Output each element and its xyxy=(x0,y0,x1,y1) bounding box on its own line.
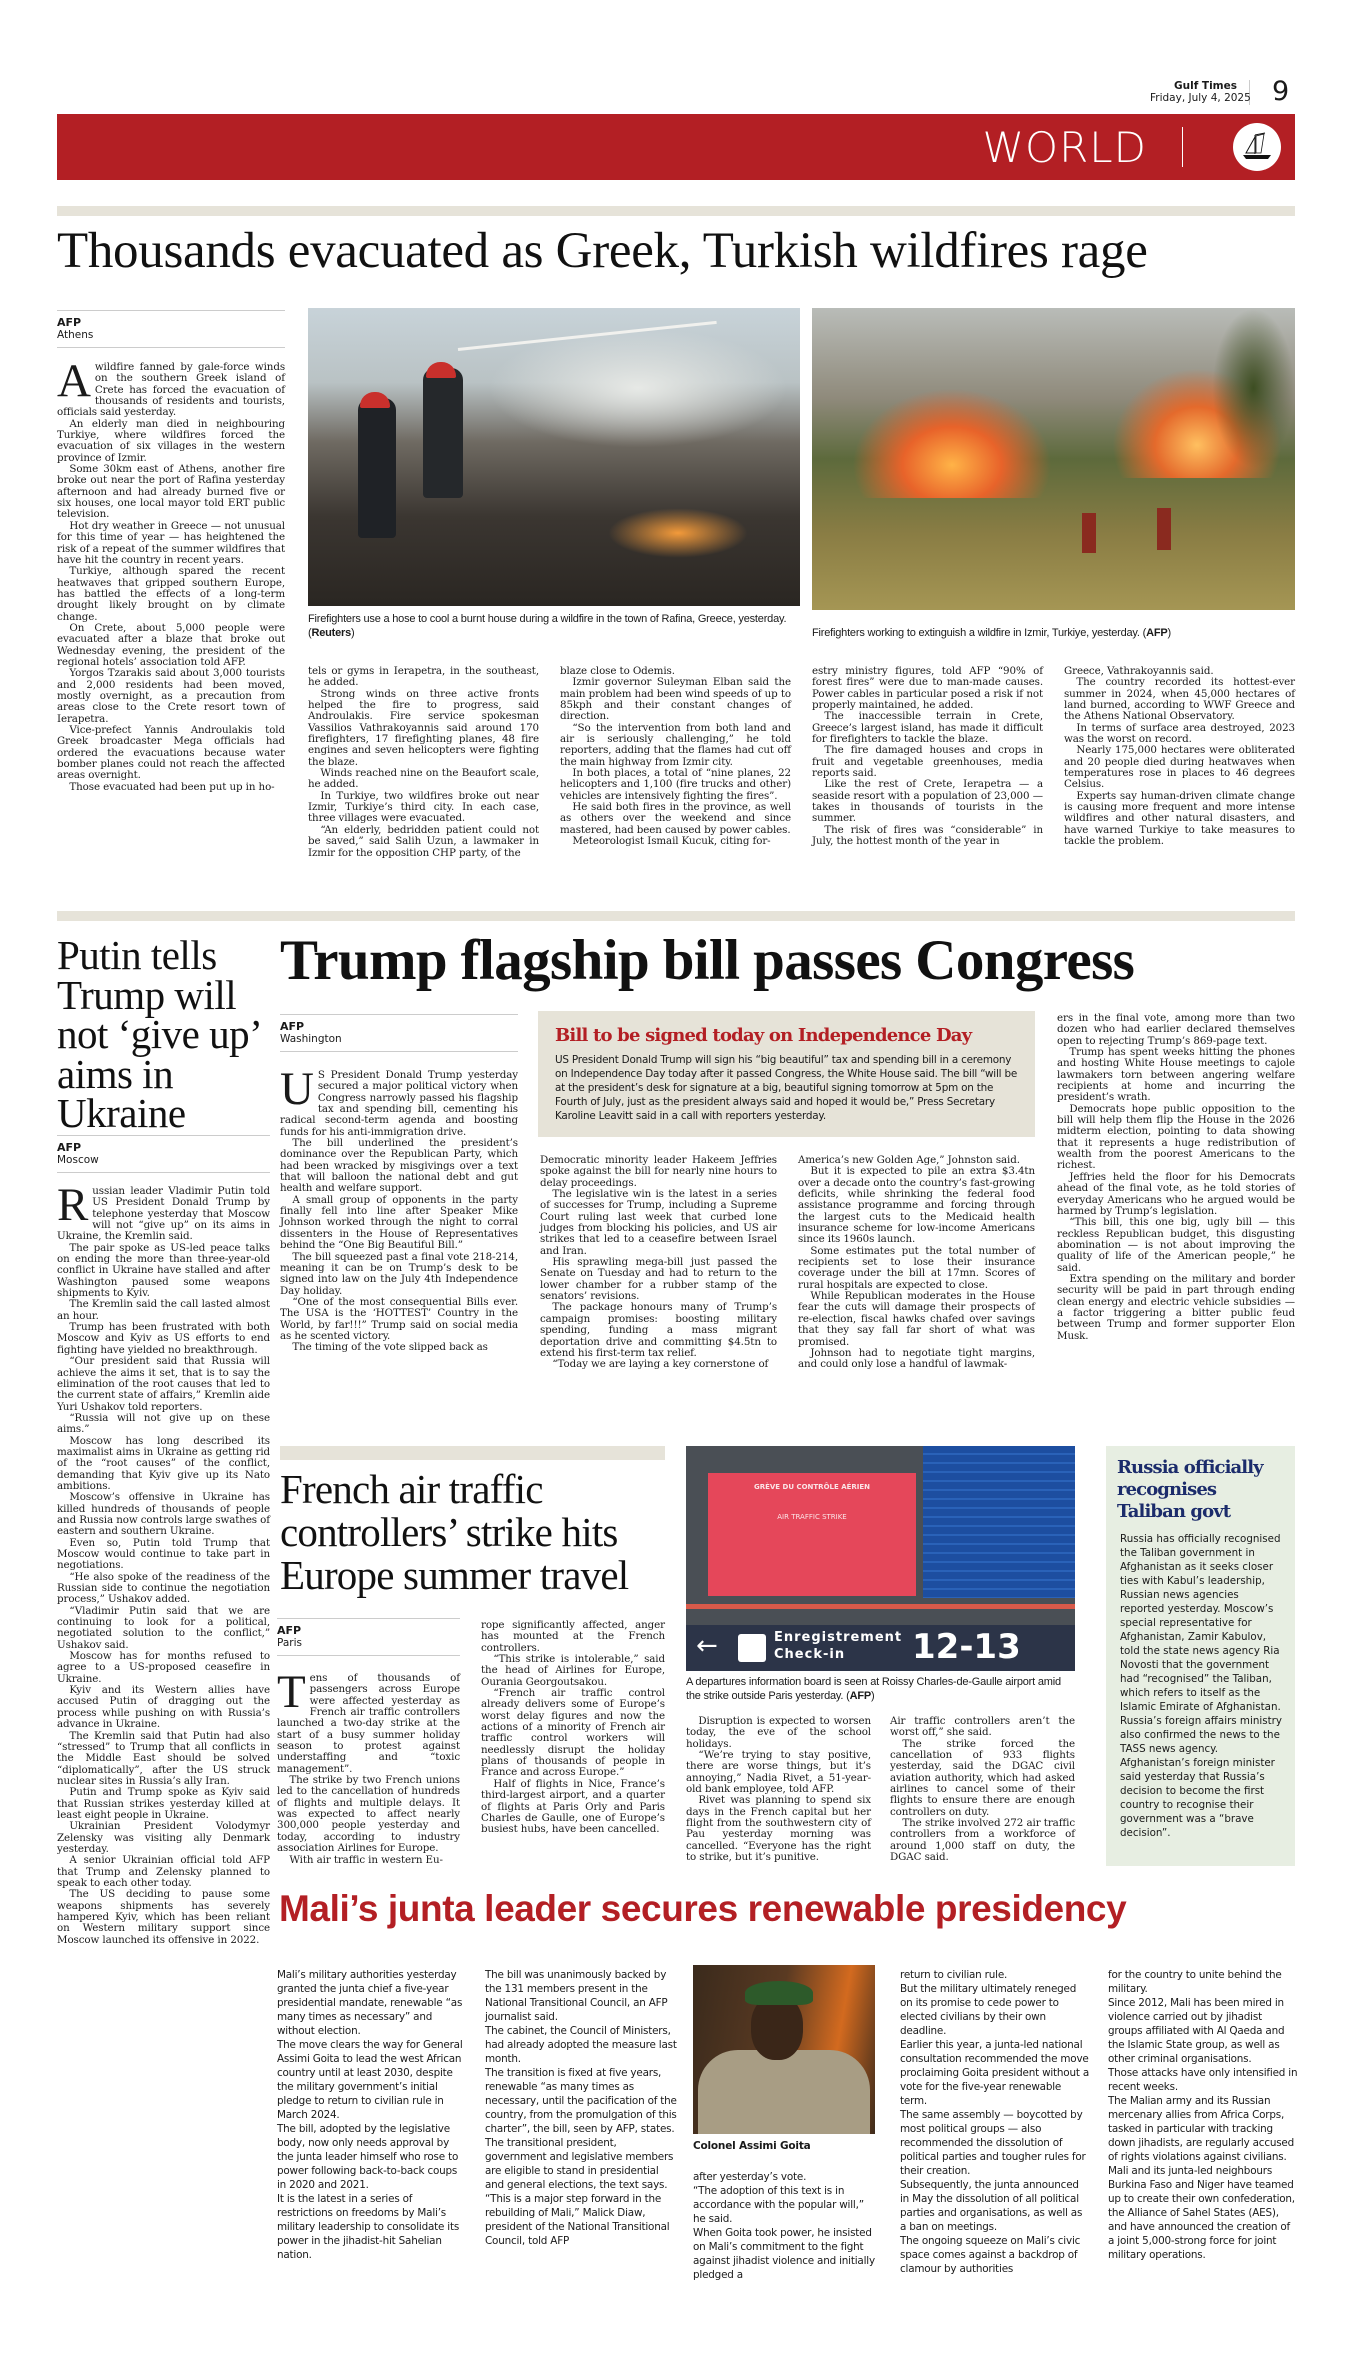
divider-bar xyxy=(57,206,1295,216)
paragraph: A senior Ukrainian official told AFP that Trump and Zelensky planned to speak to each other today. xyxy=(57,1854,270,1889)
paragraph: An elderly man died in neighbouring Turkiye, where wildfires forced the evacuation of six villages in the western province of Izmir. xyxy=(57,417,285,464)
firefighter-figure xyxy=(358,398,396,538)
paragraph: “Russia will not give up on these aims.” xyxy=(57,1411,270,1436)
paragraph: Tens of thousands of passengers across Europe were affected yesterday as French air traffic controllers launched a two-day strike at the start of a busy summer holiday season to protest against understaffing and “toxic management”. xyxy=(277,1666,460,1775)
paragraph: The bill, adopted by the legislative body, now only needs approval by the junta leader himself who rose to power following back-to-back coups in 2020 and 2021. xyxy=(277,2123,459,2191)
checkin-label-fr: Enregistrement xyxy=(774,1630,903,1645)
mali-column-4 xyxy=(900,1968,1090,2276)
checkin-icon xyxy=(738,1634,766,1662)
strike-column-3 xyxy=(686,1716,871,1863)
byline-location: Paris xyxy=(277,1637,302,1649)
goita-photo xyxy=(693,1965,875,2134)
paragraph: Earlier this year, a junta-led national consultation recommended the move proclaiming Goita president without a vote for the five-year renewable term. xyxy=(900,2039,1089,2107)
paragraph: The risk of fires was “considerable” in July, the hottest month of the year in xyxy=(812,823,1043,848)
wildfire-byline xyxy=(57,310,285,348)
departures-board xyxy=(923,1446,1075,1598)
paragraph: Air traffic controllers aren’t the worst off,” she said. xyxy=(890,1715,1075,1739)
wildfire-column-2 xyxy=(308,666,539,859)
paragraph: Moscow has for months refused to agree to a US-proposed ceasefire in Ukraine. xyxy=(57,1650,270,1685)
paragraph: In terms of surface area destroyed, 2023 was the worst on record. xyxy=(1064,721,1295,746)
paragraph: Those evacuated had been put up in ho- xyxy=(69,780,275,793)
wildfire-column-4 xyxy=(812,666,1043,848)
paragraph: Trump has spent weeks hitting the phones and hosting White House meetings to cajole lawmakers torn between angering welfare recipients at home and incurring the president’s wrath. xyxy=(1057,1046,1295,1104)
paragraph: “Our president said that Russia will achieve the aims it set, that is to say the elimination of the root causes that led to the current state of affairs,” Kremlin aide Yuri Ushakov told reporters. xyxy=(57,1355,270,1413)
paragraph: The strike by two French unions led to the cancellation of hundreds of flights and multiple delays. It was expected to affect nearly 300,000 people yesterday and today, according to industry association Airlines for Europe. xyxy=(277,1774,460,1855)
byline-agency: AFP xyxy=(57,316,82,329)
paragraph: Yorgos Tzarakis said about 3,000 tourists and 2,000 residents had been moved, mostly overnight, as a precaution from areas close to the Crete resort town of Ierapetra. xyxy=(57,667,285,725)
paragraph: “The adoption of this text is in accordance with the popular will,” he said. xyxy=(693,2185,864,2225)
paragraph: Winds reached nine on the Beaufort scale, he added. xyxy=(308,767,539,791)
flames xyxy=(852,388,1052,498)
paragraph: Like the rest of Crete, Ierapetra — a seaside resort with a population of 23,000 — takes in thousands of tourists in the summer. xyxy=(812,778,1043,825)
paragraph: The Kremlin said the call lasted almost an hour. xyxy=(57,1298,270,1322)
paragraph: “He also spoke of the readiness of the Russian side to continue the negotiation process,” Ushakov added. xyxy=(57,1570,270,1606)
byline-agency: AFP xyxy=(57,1141,82,1154)
byline-location: Moscow xyxy=(57,1154,99,1166)
frame-bar xyxy=(686,1604,1075,1609)
caption-text: A departures information board is seen at Roissy Charles-de-Gaulle airport amid the strike outside Paris yesterday. xyxy=(686,1676,1061,1702)
dhow-logo-icon xyxy=(1233,123,1281,171)
paragraph: Turkiye, although spared the recent heatwaves that gripped southern Europe, has battled the effects of a long-term drought likely brought on by climate change. xyxy=(57,565,285,623)
paragraph: “Today we are laying a key cornerstone of xyxy=(552,1358,769,1371)
paragraph: The US deciding to pause some weapons shipments has severely hampered Kyiv, which has been reliant on Western military support since Moscow launched its offensive in 2022. xyxy=(57,1888,270,1946)
paragraph: He said both fires in the province, as well as others over the weekend and since mastered, had been caused by power cables. xyxy=(560,801,791,836)
paragraph: The same assembly — boycotted by most political groups — also recommended the dissolution of political parties and tougher rules for their creation. xyxy=(900,2109,1086,2177)
mali-column-1 xyxy=(277,1968,467,2262)
wildfire-photo-izmir xyxy=(812,308,1295,610)
caption-text: Firefighters use a hose to cool a burnt house during a wildfire in the town of Rafina, Greece, yesterday. xyxy=(308,613,787,625)
paragraph: Trump has been frustrated with both Moscow and Kyiv as US efforts to end fighting have yielded no breakthrough. xyxy=(57,1321,270,1356)
paragraph: Russian leader Vladimir Putin told US President Donald Trump by telephone yesterday that Moscow will not “give up” on its aims in Ukraine, the Kremlin said. xyxy=(57,1179,270,1243)
strike-notice-en: AIR TRAFFIC STRIKE xyxy=(777,1513,847,1521)
paragraph: Mali and its junta-led neighbours Burkina Faso and Niger have teamed up to create their own confederation, the Alliance of Sahel States (AES), and have announced the creation of a joint 5,000-strong force for joint military operations. xyxy=(1108,2165,1295,2261)
helmet xyxy=(360,392,390,408)
byline-location: Washington xyxy=(280,1033,342,1045)
paragraph: The pair spoke as US-led peace talks on ending the more than three-year-old conflict in Ukraine have stalled and after Washington paused some weapons shipments to Kyiv. xyxy=(57,1241,270,1300)
paragraph: “This bill, this one big, ugly bill — this reckless Republican budget, this disgusting abomination — is not about improving the quality of life of the American people,” he said. xyxy=(1057,1216,1295,1274)
sidebar-text: US President Donald Trump will sign his “big beautiful” tax and spending bill in a ceremony on Independence Day today after it passed Congress, the White House said. The bill “will be at the president’s desk for signature at a big, beautiful signing tomorrow at 5pm on the Fourth of July, just as the president always said and hoped it would be,” Press Secretary Karoline Leavitt said in a call with reporters yesterday. xyxy=(555,1054,1018,1122)
paragraph: ers in the final vote, among more than two dozen who had earlier declared themselves open to rejecting Trump’s 869-page text. xyxy=(1057,1012,1295,1047)
putin-body xyxy=(57,1179,270,1946)
paragraph: Even so, Putin told Trump that Moscow would continue to take part in negotiations. xyxy=(57,1536,270,1572)
goita-photo-caption: Colonel Assimi Goita xyxy=(693,2140,811,2152)
paragraph: Extra spending on the military and border security will be paid in part through ending clean energy and electric vehicle subsidies — a factor triggering a bitter public feud between Trump and former supporter Elon Musk. xyxy=(1057,1272,1295,1342)
issue-date: Friday, July 4, 2025 xyxy=(1150,92,1251,104)
paragraph: Jeffries held the floor for his Democrats ahead of the final vote, as he told stories of everyday Americans who he argued would be harmed by Trump’s legislation. xyxy=(1057,1170,1295,1217)
taliban-sidebar-box xyxy=(1106,1446,1295,1866)
helmet xyxy=(426,362,456,378)
trump-column-4 xyxy=(1057,1013,1295,1342)
wildfire-column-1 xyxy=(57,355,285,793)
paragraph: Democratic minority leader Hakeem Jeffries spoke against the bill for nearly nine hours to delay proceedings. xyxy=(540,1154,777,1189)
taliban-headline: Russia officially recognises Taliban govt xyxy=(1117,1457,1263,1522)
paragraph: Izmir governor Suleyman Elban said the main problem had been wind speeds of up to 85kph and their constant changes of direction. xyxy=(560,676,791,723)
mali-column-3 xyxy=(693,2170,878,2282)
paragraph: Experts say human-driven climate change is causing more frequent and more intense wildfires and other natural disasters, and have warned Turkiye to take measures to tackle the problem. xyxy=(1064,789,1295,848)
paragraph: “So the intervention from both land and air is seriously challenging,” he told reporters, adding that the flames had cut off the main highway from Izmir city. xyxy=(560,721,791,768)
paragraph: tels or gyms in Ierapetra, in the southeast, he added. xyxy=(308,665,539,689)
smoke xyxy=(488,328,788,448)
headline-line: controllers’ strike hits xyxy=(280,1509,618,1555)
strike-column-1 xyxy=(277,1666,460,1866)
paragraph: The country recorded its hottest-ever summer in 2024, when 45,000 hectares of land burned, according to WWF Greece and the Athens National Observatory. xyxy=(1064,676,1295,723)
paragraph: Nearly 175,000 hectares were obliterated and 20 people died during heatwaves when temperatures rose in places to 46 degrees Celsius. xyxy=(1064,744,1295,791)
paragraph: In Turkiye, two wildfires broke out near Izmir, Turkiye’s third city. In each case, three villages were evacuated. xyxy=(308,789,539,825)
airport-departures-photo xyxy=(686,1446,1075,1671)
checkin-desks: 12-13 xyxy=(912,1627,1021,1667)
paragraph: Moscow has long described its maximalist aims in Ukraine as getting rid of the “root causes” of the conflict, demanding that Kyiv give up its Nato ambitions. xyxy=(57,1434,270,1492)
paragraph: for the country to unite behind the military. xyxy=(1108,1969,1282,1995)
paragraph: Russia’s foreign affairs ministry also confirmed the news to the TASS news agency. Afghanistan’s foreign minister said yesterday that Russia’s decision to become the first country to recognise their government was a “brave decision”. xyxy=(1120,1715,1282,1839)
trump-sidebar-box xyxy=(538,1011,1035,1137)
putin-headline: Putin tells Trump will not ‘give up’ aims in Ukraine xyxy=(57,932,260,1136)
paragraph: Awildfire fanned by gale-force winds on the southern Greek island of Crete has forced the evacuation of thousands of residents and tourists, officials said yesterday. xyxy=(57,355,285,419)
mali-headline: Mali’s junta leader secures renewable presidency xyxy=(279,1888,1127,1929)
paragraph: “This is a major step forward in the rebuilding of Mali,” Malick Diaw, president of the National Transitional Council, told AFP xyxy=(485,2193,670,2247)
paragraph: On Crete, about 5,000 people were evacuated after a blaze that broke out Wednesday evening, the president of the regional hotels’ association told AFP. xyxy=(57,621,285,668)
paragraph: The bill squeezed past a final vote 218-214, meaning it can be on Trump’s desk to be signed into law on the July 4th Independence Day holiday. xyxy=(280,1250,518,1297)
paragraph: Hot dry weather in Greece — not unusual for this time of year — has heightened the risk of a repeat of the summer wildfires that have hit the country in recent years. xyxy=(57,519,285,566)
paragraph: Vice-prefect Yannis Androulakis told Greek broadcaster Mega officials had ordered the evacuations because water bomber planes could not reach the affected areas overnight. xyxy=(57,724,285,782)
paragraph: The move clears the way for General Assimi Goita to lead the west African country until at least 2030, despite the military government’s initial pledge to return to civilian rule in March 2024. xyxy=(277,2039,463,2121)
paragraph: “One of the most consequential Bills ever. The USA is the ‘HOTTEST’ Country in the World, by far!!!” Trump said on social media as he scented victory. xyxy=(280,1295,518,1342)
headline-line: French air traffic xyxy=(280,1466,543,1512)
wildfire-column-3 xyxy=(560,666,791,848)
caption-text: Firefighters working to extinguish a wildfire in Izmir, Turkiye, yesterday. xyxy=(812,627,1140,639)
paragraph: The Kremlin said that Putin had also “stressed” to Trump that all conflicts in the Middle East should be solved “diplomatically”, after the US struck nuclear sites in Russia’s ally Iran. xyxy=(57,1729,270,1787)
paragraph: Half of flights in Nice, France’s third-largest airport, and a quarter of flights at Paris Orly and Paris Charles de Gaulle, one of Europe’s busiest hubs, have been cancelled. xyxy=(481,1777,665,1836)
checkin-label-en: Check-in xyxy=(774,1647,846,1662)
paragraph: after yesterday’s vote. xyxy=(693,2171,807,2183)
paragraph: America’s new Golden Age,” Johnston said. xyxy=(798,1154,1020,1166)
paragraph: Disruption is expected to worsen today, the eve of the school holidays. xyxy=(686,1715,871,1750)
paragraph: Putin and Trump spoke as Kyiv said that Russian strikes yesterday killed at least eight people in Ukraine. xyxy=(57,1786,270,1821)
strike-column-2 xyxy=(481,1620,665,1836)
paragraph: rope significantly affected, anger has mounted at the French controllers. xyxy=(481,1619,665,1654)
paragraph: The cabinet, the Council of Ministers, had already adopted the measure last month. xyxy=(485,2025,677,2065)
airport-photo-caption: A departures information board is seen at Roissy Charles-de-Gaulle airport amid the strike outside Paris yesterday. (AFP) xyxy=(686,1676,1061,1702)
trees xyxy=(1212,308,1295,468)
paragraph: The transition is fixed at five years, renewable “as many times as necessary, until the pacification of the country, from the promulgation of this charter”, the bill, seen by AFP, states. xyxy=(485,2067,677,2135)
photo-credit: AFP xyxy=(1146,627,1168,639)
paragraph: The Malian army and its Russian mercenary allies from Africa Corps, tasked in particular with tracking down jihadists, are regularly accused of rights violations against civilians. xyxy=(1108,2095,1295,2163)
putin-byline xyxy=(57,1135,270,1173)
mali-column-5 xyxy=(1108,1968,1298,2262)
paragraph: blaze close to Odemis. xyxy=(560,665,675,677)
strike-column-4 xyxy=(890,1716,1075,1863)
firefighter-figure xyxy=(1082,513,1096,553)
arrow-left-icon: ← xyxy=(696,1631,718,1661)
paragraph: “Vladimir Putin said that we are continuing to look for a political, negotiated solution to the conflict,” Ushakov said. xyxy=(57,1604,270,1651)
paragraph: The timing of the vote slipped back as xyxy=(292,1341,488,1354)
uniform xyxy=(698,2050,870,2134)
mali-column-2 xyxy=(485,1968,680,2248)
paragraph: His sprawling mega-bill just passed the Senate on Tuesday and had to return to the lower chamber for a rubber stamp of the senators’ revisions. xyxy=(540,1256,777,1303)
strike-notice-fr: GRÈVE DU CONTRÔLE AÉRIEN xyxy=(753,1483,871,1491)
paragraph: Ukrainian President Volodymyr Zelensky was visiting ally Denmark yesterday. xyxy=(57,1820,270,1855)
paper-name: Gulf Times xyxy=(1174,80,1237,92)
trump-byline xyxy=(280,1014,518,1052)
divider-bar xyxy=(280,1446,665,1460)
paragraph: Russia has officially recognised the Taliban government in Afghanistan as it seeks closer ties with Kabul’s leadership, Russian news agencies reported yesterday. Moscow’s special representative for Afghanistan, Zamir Kabulov, told the state news agency Ria Novosti that the government had “recognised” the Taliban, which refers to itself as the Islamic Emirate of Afghanistan. xyxy=(1120,1533,1281,1713)
masthead xyxy=(1150,80,1250,105)
byline-agency: AFP xyxy=(280,1020,305,1033)
beret xyxy=(745,1981,813,2005)
paragraph: Those attacks have only intensified in recent weeks. xyxy=(1108,2067,1298,2093)
paragraph: Mali’s military authorities yesterday granted the junta chief a five-year presidential mandate, renewable “as many times as necessary” and without election. xyxy=(277,1969,463,2037)
paragraph: Meteorologist Ismail Kucuk, citing for- xyxy=(572,835,771,848)
taliban-body xyxy=(1117,1532,1285,1840)
wildfire-photo-izmir-caption: Firefighters working to extinguish a wildfire in Izmir, Turkiye, yesterday. (AFP) xyxy=(812,627,1171,639)
paragraph: Kyiv and its Western allies have accused Putin of dragging out the process while pushing on with Russia’s advance in Ukraine. xyxy=(57,1684,270,1731)
trump-headline: Trump flagship bill passes Congress xyxy=(280,929,1135,992)
paragraph: Strong winds on three active fronts helped the fire to progress, said Androulakis. Fire service spokesman Vassilios Vathrakoyannis said around 170 firefighters, 17 firefighting planes, 48 fire engines and seven helicopters were fighting the blaze. xyxy=(308,687,539,768)
fire-glow xyxy=(608,508,748,558)
firefighter-figure xyxy=(1157,508,1171,550)
section-band xyxy=(57,114,1295,180)
paragraph: Johnson had to negotiate tight margins, and could only lose a handful of lawmak- xyxy=(798,1346,1035,1371)
photo-credit: AFP xyxy=(849,1690,871,1702)
paragraph: estry ministry figures, told AFP “90% of forest fires” were due to man-made causes. Power cables in particular posed a risk if not properly maintained, he added. xyxy=(812,665,1043,712)
paragraph: The fire damaged houses and crops in fruit and vegetable greenhouses, media reports said. xyxy=(812,744,1043,780)
trump-column-1 xyxy=(280,1063,518,1354)
paragraph: Subsequently, the junta announced in May the dissolution of all political parties and organisations, as well as a ban on meetings. xyxy=(900,2179,1083,2233)
paragraph: The ongoing squeeze on Mali’s civic space comes against a backdrop of clamour by authorities xyxy=(900,2235,1081,2275)
paragraph: Rivet was planning to spend six days in the French capital but her flight from the southwestern city of Pau yesterday morning was cancelled. “Everyone has the right to strike, but it’s punitive. xyxy=(686,1794,871,1864)
paragraph: The inaccessible terrain in Crete, Greece’s largest island, has made it difficult for firefighters to tackle the blaze. xyxy=(812,710,1043,746)
page-number: 9 xyxy=(1272,76,1290,107)
paragraph: “An elderly, bedridden patient could not be saved,” said Salih Uzun, a lawmaker in Izmir for the opposition CHP party, of the xyxy=(308,823,539,859)
sidebar-title: Bill to be signed today on Independence Day xyxy=(555,1025,972,1046)
paragraph: While Republican moderates in the House fear the cuts will damage their prospects of re-election, fiscal hawks chafed over savings that they say fall far short of what was promised. xyxy=(798,1290,1035,1348)
paragraph: It is the latest in a series of restrictions on freedoms by Mali’s military leadership to consolidate its power in the jihadist-hit Sahelian nation. xyxy=(277,2193,460,2261)
paragraph: The bill was unanimously backed by the 131 members present in the National Transitional Council, an AFP journalist said. xyxy=(485,1969,668,2023)
trump-column-3 xyxy=(798,1155,1035,1371)
paragraph: The strike involved 272 air traffic controllers from a workforce of around 1,000 staff on duty, the DGAC said. xyxy=(890,1817,1075,1864)
section-title: WORLD xyxy=(982,123,1147,172)
paragraph: Greece, Vathrakoyannis said. xyxy=(1064,665,1214,677)
strike-byline xyxy=(277,1618,460,1656)
paragraph: When Goita took power, he insisted on Mali’s commitment to the fight against jihadist violence and initially pledged a xyxy=(693,2227,875,2281)
paragraph: return to civilian rule. xyxy=(900,1969,1008,1981)
trump-column-2 xyxy=(540,1155,777,1371)
paragraph: Some estimates put the total number of recipients set to lose their insurance coverage under the bill at 17mn. Scores of rural hospitals are expected to close. xyxy=(798,1244,1035,1291)
paragraph: The bill underlined the president’s dominance over the Republican Party, which had been wracked by misgivings over a text that will balloon the national debt and gut health and welfare support. xyxy=(280,1137,518,1195)
wildfire-headline: Thousands evacuated as Greek, Turkish wildfires rage xyxy=(57,223,1148,279)
paragraph: The package honours many of Trump’s campaign promises: boosting military spending, funding a mass migrant deportation drive and committing $4.5tn to extend his first-term tax relief. xyxy=(540,1301,777,1359)
wildfire-photo-rafina xyxy=(308,308,800,606)
paragraph: The transitional president, government and legislative members are eligible to stand in presidential and general elections, the text says. xyxy=(485,2137,674,2191)
paragraph: But the military ultimately reneged on its promise to cede power to elected civilians by their own deadline. xyxy=(900,1983,1077,2037)
wildfire-photo-rafina-caption: Firefighters use a hose to cool a burnt house during a wildfire in the town of Rafina, Greece, yesterday. (Reuters) xyxy=(308,613,787,639)
paragraph: “We’re trying to stay positive, there are worse things, but it’s annoying,” Nadia Rivet, a 51-year-old bank employee, told AFP. xyxy=(686,1749,871,1796)
strike-notice-screen xyxy=(708,1473,916,1596)
byline-location: Athens xyxy=(57,329,94,341)
paragraph: “This strike is intolerable,” said the head of Airlines for Europe, Ourania Georgoutsakou. xyxy=(481,1653,665,1688)
firefighter-figure xyxy=(423,368,463,498)
paragraph: A small group of opponents in the party finally fell into line after Speaker Mike Johnson worked through the night to corral dissenters in the House of Representatives behind the “One Big Beautiful Bill.” xyxy=(280,1193,518,1252)
byline-agency: AFP xyxy=(277,1624,302,1637)
wildfire-column-5 xyxy=(1064,666,1295,848)
paragraph: US President Donald Trump yesterday secured a major political victory when Congress narrowly passed his flagship tax and spending bill, cementing his radical second-term agenda and boosting funds for his anti-immigration drive. xyxy=(280,1063,518,1138)
paragraph: Moscow’s offensive in Ukraine has killed hundreds of thousands of people and Russia now controls large swathes of eastern and southern Ukraine. xyxy=(57,1491,270,1538)
paragraph: Since 2012, Mali has been mired in violence carried out by jihadist groups affiliated with Al Qaeda and the Islamic State group, as well as other criminal organisations. xyxy=(1108,1997,1285,2065)
checkin-sign xyxy=(686,1625,1075,1671)
divider-bar xyxy=(57,911,1295,921)
paragraph: Some 30km east of Athens, another fire broke out near the port of Rafina yesterday afternoon and had already burned five or six houses, one local mayor told ERT public television. xyxy=(57,463,285,521)
paragraph: The legislative win is the latest in a series of successes for Trump, including a Supreme Court ruling last week that curbed lone judges from blocking his policies, and US air strikes that led to a ceasefire between Israel and Iran. xyxy=(540,1188,777,1257)
paragraph: With air traffic in western Eu- xyxy=(289,1853,443,1866)
paragraph: Democrats hope public opposition to the bill will help them flip the House in the 2026 midterm election, pointing to data showing that it represents a huge redistribution of wealth from the poorest Americans to the richest. xyxy=(1057,1102,1295,1172)
paragraph: “French air traffic control already delivers some of Europe’s worst delay figures and now the actions of a minority of French air traffic control workers will needlessly disrupt the holiday plans of thousands of people in France and across Europe.” xyxy=(481,1687,665,1779)
photo-credit: Reuters xyxy=(311,627,352,639)
paragraph: In both places, a total of “nine planes, 22 helicopters and 1,100 (fire trucks and other) vehicles are intensively fighting the fires”. xyxy=(560,767,791,802)
strike-headline xyxy=(280,1468,628,1597)
section-divider xyxy=(1182,127,1183,167)
paragraph: But it is expected to pile an extra $3.4tn over a decade onto the country’s fast-growing deficits, while shrinking the federal food assistance programme and forcing through the largest cuts to the Medicaid health insurance scheme for low-income Americans since its 1960s launch. xyxy=(798,1165,1035,1246)
headline-line: Europe summer travel xyxy=(280,1552,629,1598)
paragraph: The strike forced the cancellation of 933 flights yesterday, said the DGAC civil aviation authority, which had asked airlines to cancel some of their flights to ensure there are enough controllers on duty. xyxy=(890,1737,1075,1818)
